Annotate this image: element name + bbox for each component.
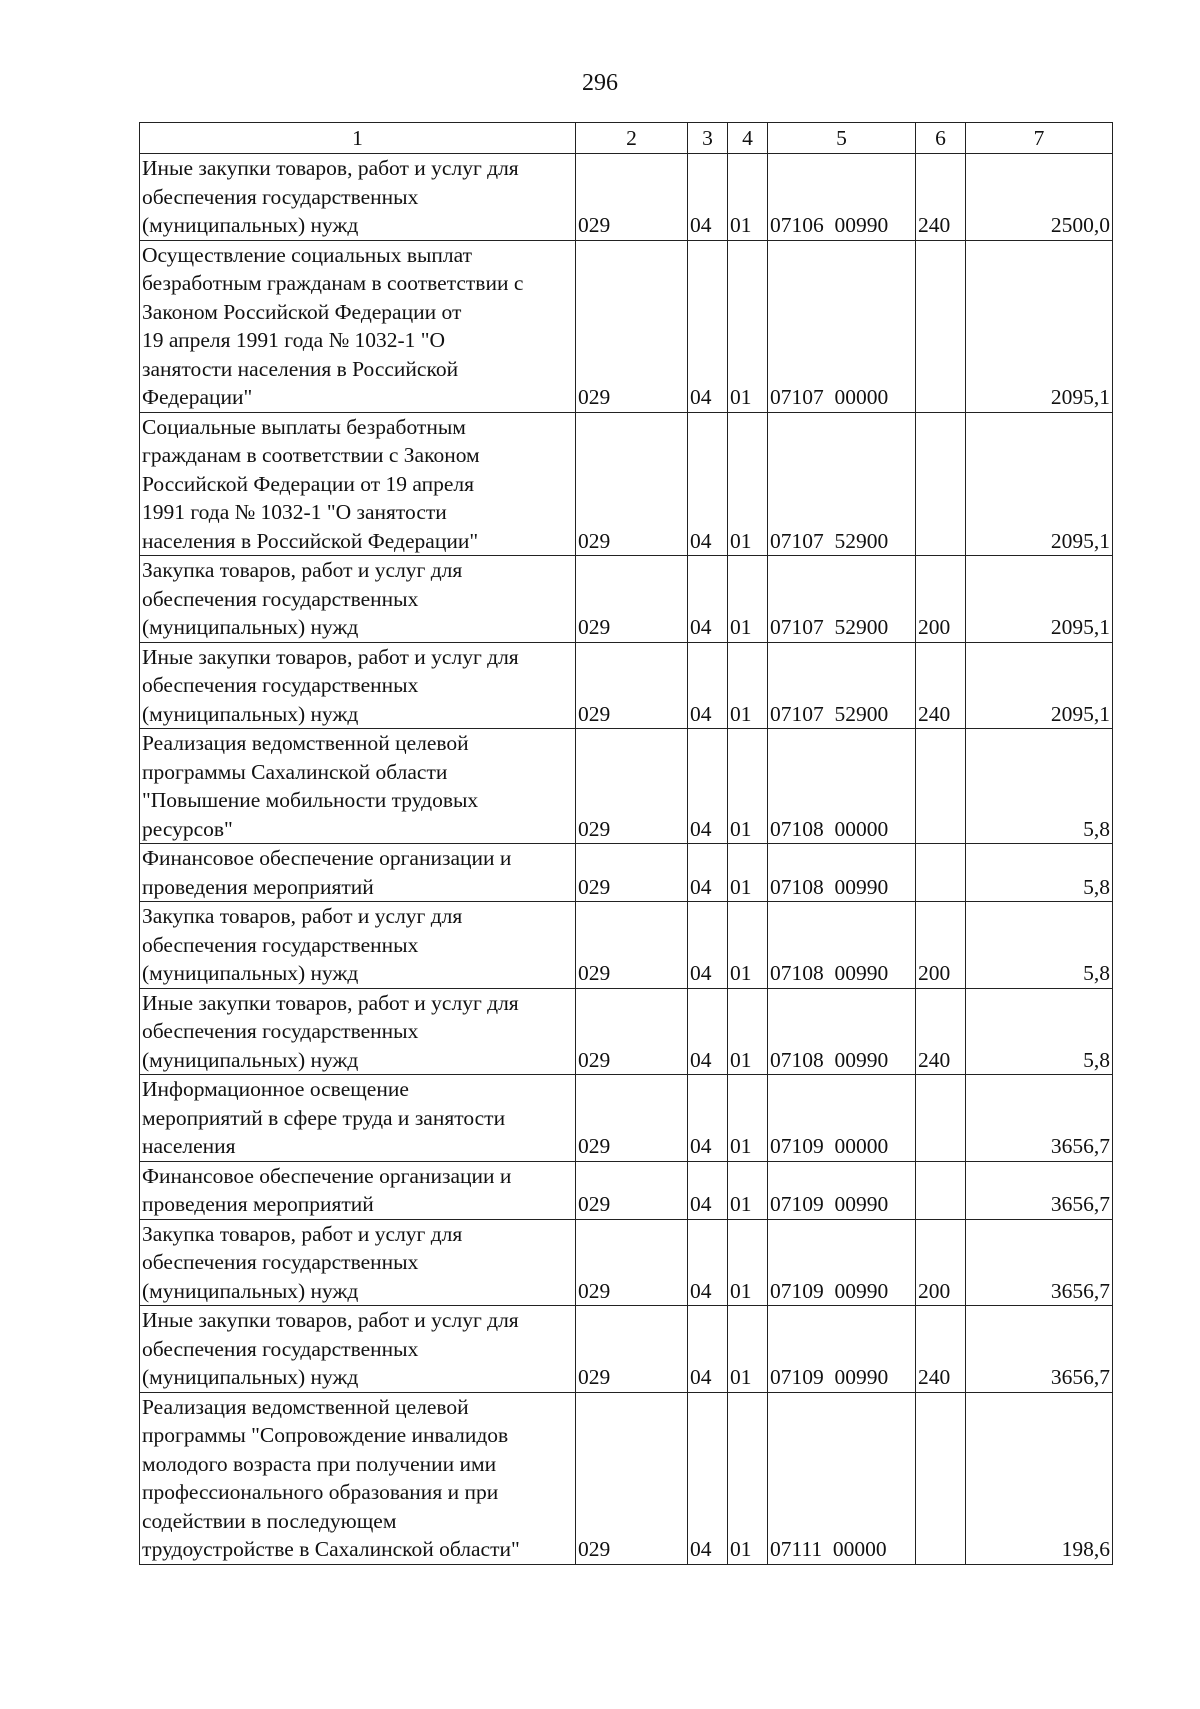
target-article-cell: 07107 52900 (768, 642, 916, 729)
expense-type-cell (916, 1392, 966, 1564)
expense-name-cell: Финансовое обеспечение организации и проведения мероприятий (140, 1161, 576, 1219)
target-article-cell: 07106 00990 (768, 154, 916, 241)
table-row (140, 1075, 1113, 1162)
table-row (140, 729, 1113, 844)
target-article-cell: 07107 00000 (768, 240, 916, 412)
column-header: 7 (966, 123, 1113, 154)
subsection-code-cell: 01 (728, 556, 768, 643)
expense-name-cell: Иные закупки товаров, работ и услуг для обеспечения государственных (муниципальных) нужд (140, 988, 576, 1075)
expense-type-cell: 200 (916, 556, 966, 643)
expense-type-cell: 200 (916, 902, 966, 989)
ministry-code-cell: 029 (576, 412, 688, 556)
amount-cell: 2095,1 (966, 412, 1113, 556)
subsection-code-cell: 01 (728, 988, 768, 1075)
target-article-cell: 07108 00000 (768, 729, 916, 844)
section-code-cell: 04 (688, 154, 728, 241)
expense-name-cell: Иные закупки товаров, работ и услуг для обеспечения государственных (муниципальных) нужд (140, 642, 576, 729)
expense-name-cell: Информационное освещение мероприятий в сфере труда и занятости населения (140, 1075, 576, 1162)
expense-type-cell: 240 (916, 642, 966, 729)
ministry-code-cell: 029 (576, 1219, 688, 1306)
amount-cell: 3656,7 (966, 1075, 1113, 1162)
ministry-code-cell: 029 (576, 154, 688, 241)
target-article-cell: 07109 00000 (768, 1075, 916, 1162)
expense-type-cell (916, 240, 966, 412)
subsection-code-cell: 01 (728, 1161, 768, 1219)
column-header: 3 (688, 123, 728, 154)
subsection-code-cell: 01 (728, 1075, 768, 1162)
subsection-code-cell: 01 (728, 1306, 768, 1393)
amount-cell: 2500,0 (966, 154, 1113, 241)
ministry-code-cell: 029 (576, 988, 688, 1075)
section-code-cell: 04 (688, 642, 728, 729)
table-row (140, 240, 1113, 412)
expense-type-cell: 240 (916, 1306, 966, 1393)
subsection-code-cell: 01 (728, 154, 768, 241)
expense-name-cell: Закупка товаров, работ и услуг для обеспечения государственных (муниципальных) нужд (140, 1219, 576, 1306)
amount-cell: 2095,1 (966, 556, 1113, 643)
ministry-code-cell: 029 (576, 240, 688, 412)
ministry-code-cell: 029 (576, 844, 688, 902)
section-code-cell: 04 (688, 1306, 728, 1393)
section-code-cell: 04 (688, 1161, 728, 1219)
amount-cell: 2095,1 (966, 240, 1113, 412)
section-code-cell: 04 (688, 556, 728, 643)
expense-type-cell: 240 (916, 988, 966, 1075)
expense-name-cell: Реализация ведомственной целевой программы Сахалинской области "Повышение мобильности трудовых ресурсов" (140, 729, 576, 844)
table-row (140, 844, 1113, 902)
page-number: 296 (582, 70, 618, 96)
subsection-code-cell: 01 (728, 1219, 768, 1306)
section-code-cell: 04 (688, 844, 728, 902)
target-article-cell: 07108 00990 (768, 902, 916, 989)
table-row (140, 1161, 1113, 1219)
subsection-code-cell: 01 (728, 902, 768, 989)
expense-name-cell: Финансовое обеспечение организации и проведения мероприятий (140, 844, 576, 902)
column-header: 6 (916, 123, 966, 154)
table-row (140, 1392, 1113, 1564)
ministry-code-cell: 029 (576, 902, 688, 989)
subsection-code-cell: 01 (728, 412, 768, 556)
expense-type-cell (916, 412, 966, 556)
column-header: 5 (768, 123, 916, 154)
ministry-code-cell: 029 (576, 1075, 688, 1162)
section-code-cell: 04 (688, 988, 728, 1075)
amount-cell: 5,8 (966, 902, 1113, 989)
target-article-cell: 07109 00990 (768, 1219, 916, 1306)
table-row (140, 1306, 1113, 1393)
table-row (140, 642, 1113, 729)
budget-table (139, 122, 1113, 1565)
expense-name-cell: Закупка товаров, работ и услуг для обеспечения государственных (муниципальных) нужд (140, 556, 576, 643)
table-row (140, 412, 1113, 556)
column-header: 1 (140, 123, 576, 154)
expense-name-cell: Осуществление социальных выплат безработным гражданам в соответствии с Законом Российской Федерации от 19 апреля 1991 года № 1032-1 "О занятости населения в Российской Федерации" (140, 240, 576, 412)
expense-type-cell (916, 844, 966, 902)
section-code-cell: 04 (688, 240, 728, 412)
amount-cell: 3656,7 (966, 1306, 1113, 1393)
amount-cell: 5,8 (966, 988, 1113, 1075)
expense-type-cell: 200 (916, 1219, 966, 1306)
expense-name-cell: Иные закупки товаров, работ и услуг для обеспечения государственных (муниципальных) нужд (140, 154, 576, 241)
expense-name-cell: Иные закупки товаров, работ и услуг для обеспечения государственных (муниципальных) нужд (140, 1306, 576, 1393)
table-row (140, 1219, 1113, 1306)
table-row (140, 154, 1113, 241)
subsection-code-cell: 01 (728, 642, 768, 729)
ministry-code-cell: 029 (576, 1392, 688, 1564)
ministry-code-cell: 029 (576, 1306, 688, 1393)
expense-name-cell: Социальные выплаты безработным гражданам в соответствии с Законом Российской Федерации от 19 апреля 1991 года № 1032-1 "О занятости населения в Российской Федерации" (140, 412, 576, 556)
section-code-cell: 04 (688, 1075, 728, 1162)
section-code-cell: 04 (688, 1392, 728, 1564)
target-article-cell: 07107 52900 (768, 556, 916, 643)
column-header: 4 (728, 123, 768, 154)
target-article-cell: 07109 00990 (768, 1306, 916, 1393)
ministry-code-cell: 029 (576, 729, 688, 844)
subsection-code-cell: 01 (728, 729, 768, 844)
amount-cell: 3656,7 (966, 1219, 1113, 1306)
ministry-code-cell: 029 (576, 1161, 688, 1219)
target-article-cell: 07109 00990 (768, 1161, 916, 1219)
subsection-code-cell: 01 (728, 844, 768, 902)
table-row (140, 988, 1113, 1075)
amount-cell: 3656,7 (966, 1161, 1113, 1219)
ministry-code-cell: 029 (576, 556, 688, 643)
amount-cell: 198,6 (966, 1392, 1113, 1564)
target-article-cell: 07108 00990 (768, 844, 916, 902)
ministry-code-cell: 029 (576, 642, 688, 729)
section-code-cell: 04 (688, 1219, 728, 1306)
amount-cell: 5,8 (966, 844, 1113, 902)
target-article-cell: 07107 52900 (768, 412, 916, 556)
expense-type-cell (916, 1161, 966, 1219)
target-article-cell: 07111 00000 (768, 1392, 916, 1564)
subsection-code-cell: 01 (728, 240, 768, 412)
expense-type-cell: 240 (916, 154, 966, 241)
target-article-cell: 07108 00990 (768, 988, 916, 1075)
section-code-cell: 04 (688, 902, 728, 989)
expense-type-cell (916, 729, 966, 844)
amount-cell: 2095,1 (966, 642, 1113, 729)
section-code-cell: 04 (688, 729, 728, 844)
amount-cell: 5,8 (966, 729, 1113, 844)
expense-name-cell: Реализация ведомственной целевой программы "Сопровождение инвалидов молодого возраста при получении ими профессионального образования и при содействии в последующем трудоустройстве в Сахалинской области" (140, 1392, 576, 1564)
table-row (140, 902, 1113, 989)
table-row (140, 556, 1113, 643)
expense-type-cell (916, 1075, 966, 1162)
subsection-code-cell: 01 (728, 1392, 768, 1564)
section-code-cell: 04 (688, 412, 728, 556)
header-row (140, 123, 1113, 154)
expense-name-cell: Закупка товаров, работ и услуг для обеспечения государственных (муниципальных) нужд (140, 902, 576, 989)
column-header: 2 (576, 123, 688, 154)
